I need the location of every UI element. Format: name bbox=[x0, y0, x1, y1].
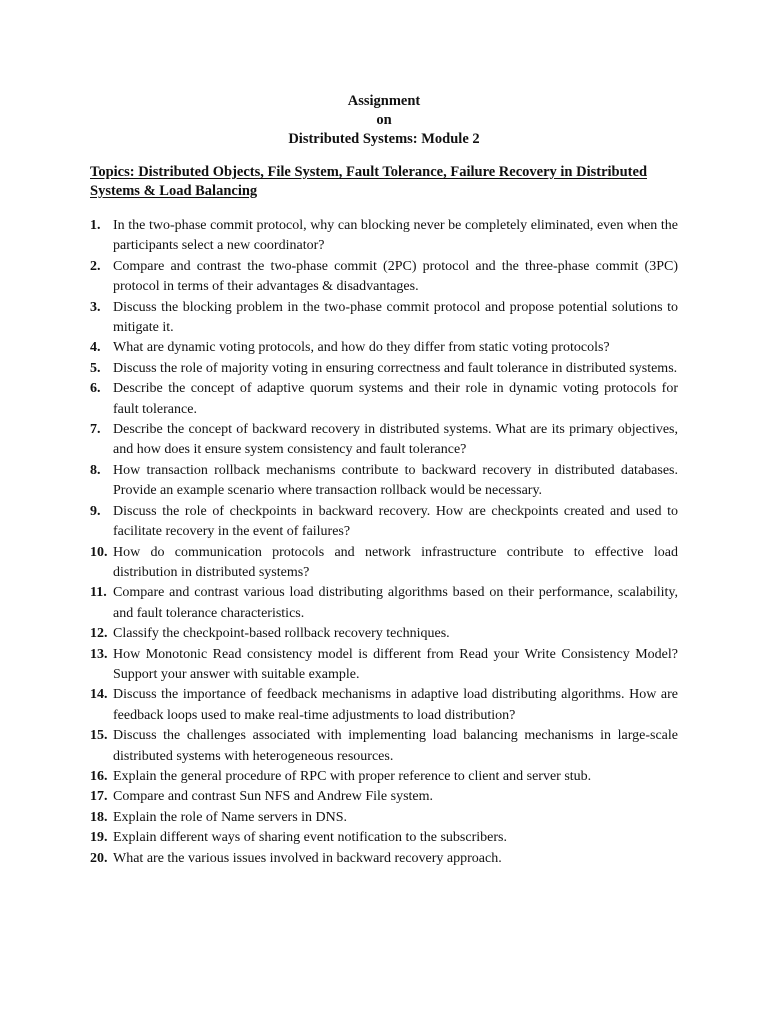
question-item bbox=[90, 583, 678, 624]
question-number: 20. bbox=[90, 850, 108, 866]
question-text: Classify the checkpoint-based rollback recovery techniques. bbox=[113, 626, 450, 642]
topics-heading: Topics: Distributed Objects, File System, Fault Tolerance, Failure Recovery in Distributed Systems & Load Balancing bbox=[90, 164, 648, 199]
question-text: Discuss the challenges associated with implementing load balancing mechanisms in large-scale distributed systems with heterogeneous resources. bbox=[113, 728, 678, 764]
question-number: 9. bbox=[90, 503, 101, 519]
question-item bbox=[90, 849, 678, 869]
question-text: Discuss the blocking problem in the two-phase commit protocol and propose potential solutions to mitigate it. bbox=[113, 299, 678, 336]
question-item bbox=[90, 359, 678, 379]
question-item bbox=[90, 685, 678, 726]
question-text: Explain the general procedure of RPC with proper reference to client and server stub. bbox=[113, 768, 592, 784]
question-item bbox=[90, 502, 678, 543]
question-list bbox=[90, 216, 678, 869]
question-number: 4. bbox=[90, 340, 101, 356]
question-item bbox=[90, 767, 678, 787]
question-item bbox=[90, 257, 678, 298]
question-text: Compare and contrast Sun NFS and Andrew File system. bbox=[113, 789, 434, 805]
question-text: Compare and contrast the two-phase commit (2PC) protocol and the three-phase commit (3PC) protocol in terms of their advantages & disadvantages. bbox=[113, 258, 678, 295]
question-number: 17. bbox=[90, 789, 108, 805]
question-text: What are dynamic voting protocols, and how do they differ from static voting protocols? bbox=[113, 340, 610, 356]
question-number: 6. bbox=[90, 381, 101, 397]
question-number: 5. bbox=[90, 360, 101, 376]
document-title bbox=[0, 92, 768, 149]
question-item bbox=[90, 338, 678, 358]
question-number: 10. bbox=[90, 544, 108, 560]
question-item bbox=[90, 828, 678, 848]
question-text: Discuss the role of majority voting in ensuring correctness and fault tolerance in distributed systems. bbox=[113, 360, 678, 376]
question-text: How transaction rollback mechanisms contribute to backward recovery in distributed databases. Provide an example scenario where transaction rollback would be necessary. bbox=[113, 462, 678, 499]
question-item bbox=[90, 420, 678, 461]
title-line-subject: Distributed Systems: Module 2 bbox=[288, 131, 480, 147]
question-number: 7. bbox=[90, 422, 101, 438]
question-number: 11. bbox=[90, 585, 107, 601]
question-text: How Monotonic Read consistency model is different from Read your Write Consistency Model? Support your answer with suitable example. bbox=[113, 646, 678, 682]
question-text: Describe the concept of adaptive quorum systems and their role in dynamic voting protocols for fault tolerance. bbox=[113, 381, 678, 417]
question-number: 18. bbox=[90, 809, 108, 825]
question-item bbox=[90, 379, 678, 420]
question-number: 15. bbox=[90, 728, 108, 744]
question-text: What are the various issues involved in backward recovery approach. bbox=[113, 850, 502, 866]
question-number: 14. bbox=[90, 687, 108, 703]
question-text: Explain different ways of sharing event notification to the subscribers. bbox=[113, 830, 507, 846]
question-number: 3. bbox=[90, 299, 101, 315]
question-number: 1. bbox=[90, 218, 101, 233]
question-text: Discuss the importance of feedback mechanisms in adaptive load distributing algorithms. How are feedback loops used to make real-time adjustments to load distribution? bbox=[113, 687, 678, 723]
question-number: 16. bbox=[90, 768, 108, 784]
question-text: How do communication protocols and network infrastructure contribute to effective load distribution in distributed systems? bbox=[113, 544, 678, 580]
question-item bbox=[90, 298, 678, 339]
title-line-on: on bbox=[376, 112, 392, 128]
title-line-assignment: Assignment bbox=[347, 93, 421, 109]
question-item bbox=[90, 808, 678, 828]
question-text: Describe the concept of backward recovery in distributed systems. What are its primary objectives, and how does it ensure system consistency and fault tolerance? bbox=[113, 422, 678, 458]
question-item bbox=[90, 726, 678, 767]
question-text: In the two-phase commit protocol, why can blocking never be completely eliminated, even when the participants select a new coordinator? bbox=[113, 218, 678, 254]
question-item bbox=[90, 624, 678, 644]
question-item bbox=[90, 543, 678, 584]
question-item bbox=[90, 645, 678, 686]
question-text: Explain the role of Name servers in DNS. bbox=[113, 809, 348, 825]
question-text: Compare and contrast various load distributing algorithms based on their performance, scalability, and fault tolerance characteristics. bbox=[113, 585, 678, 621]
question-number: 2. bbox=[90, 258, 101, 274]
question-item bbox=[90, 216, 678, 257]
question-item bbox=[90, 787, 678, 807]
question-number: 13. bbox=[90, 646, 108, 662]
question-text: Discuss the role of checkpoints in backward recovery. How are checkpoints created and used to facilitate recovery in the event of failures? bbox=[113, 503, 678, 540]
question-item bbox=[90, 461, 678, 502]
question-number: 8. bbox=[90, 462, 101, 478]
question-number: 12. bbox=[90, 626, 108, 642]
question-number: 19. bbox=[90, 830, 108, 846]
